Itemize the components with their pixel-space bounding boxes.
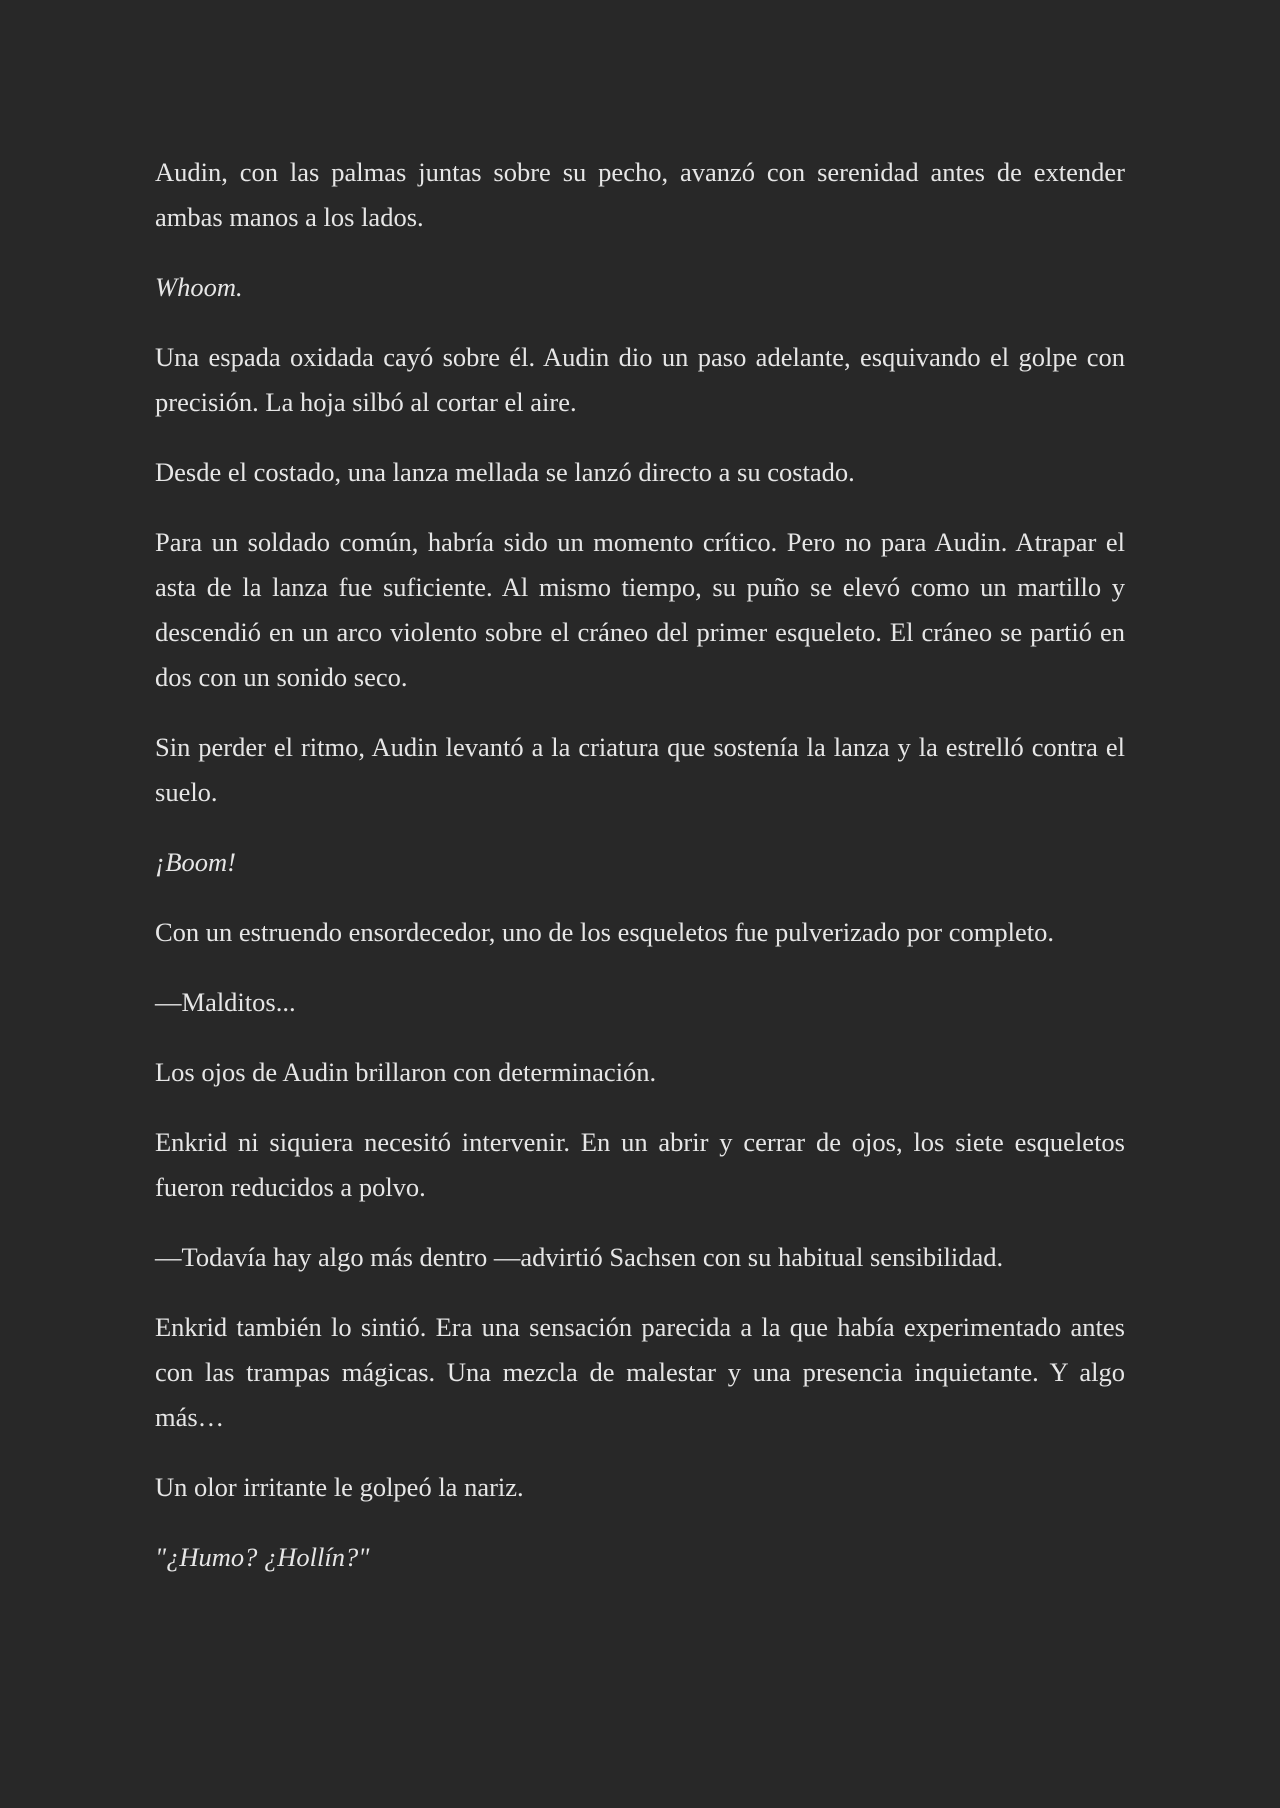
paragraph-sound-effect: Whoom.: [155, 272, 243, 302]
paragraph: Enkrid también lo sintió. Era una sensación parecida a la que había experimentado antes con las trampas mágicas. Una mezcla de malestar y una presencia inquietante. Y algo más…: [155, 1312, 1125, 1432]
paragraph: Para un soldado común, habría sido un momento crítico. Pero no para Audin. Atrapar el asta de la lanza fue suficiente. Al mismo tiempo, su puño se elevó como un martillo y descendió en un arco violento sobre el cráneo del primer esqueleto. El cráneo se partió en dos con un sonido seco.: [155, 527, 1125, 692]
paragraph: Enkrid ni siquiera necesitó intervenir. En un abrir y cerrar de ojos, los siete esqueletos fueron reducidos a polvo.: [155, 1127, 1125, 1202]
paragraph: Sin perder el ritmo, Audin levantó a la criatura que sostenía la lanza y la estrelló contra el suelo.: [155, 732, 1125, 807]
paragraph: Con un estruendo ensordecedor, uno de los esqueletos fue pulverizado por completo.: [155, 917, 1054, 947]
paragraph-sound-effect: ¡Boom!: [155, 847, 236, 877]
paragraph: Los ojos de Audin brillaron con determinación.: [155, 1057, 657, 1087]
paragraph-dialogue: —Todavía hay algo más dentro —advirtió Sachsen con su habitual sensibilidad.: [155, 1242, 1004, 1272]
paragraph: Desde el costado, una lanza mellada se lanzó directo a su costado.: [155, 457, 855, 487]
paragraph: Un olor irritante le golpeó la nariz.: [155, 1472, 524, 1502]
chapter-text: [155, 150, 1125, 1605]
paragraph: Una espada oxidada cayó sobre él. Audin dio un paso adelante, esquivando el golpe con precisión. La hoja silbó al cortar el aire.: [155, 342, 1125, 417]
paragraph-thought: "¿Humo? ¿Hollín?": [155, 1542, 370, 1572]
paragraph-dialogue: —Malditos...: [155, 987, 296, 1017]
paragraph: Audin, con las palmas juntas sobre su pecho, avanzó con serenidad antes de extender ambas manos a los lados.: [155, 157, 1125, 232]
